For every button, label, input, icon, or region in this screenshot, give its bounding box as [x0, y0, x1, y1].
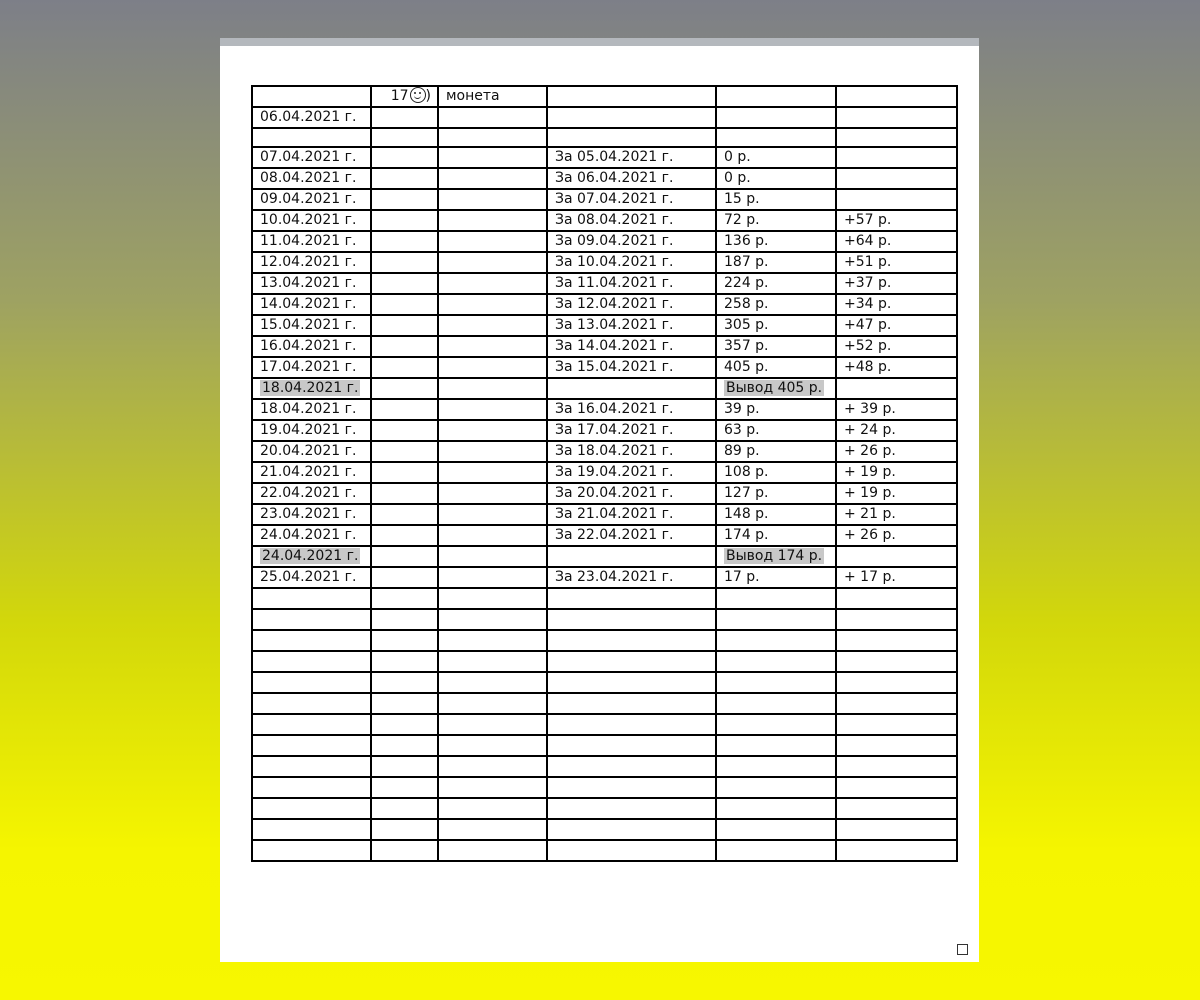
- date-cell[interactable]: 23.04.2021 г.: [252, 504, 371, 525]
- period-cell[interactable]: За 14.04.2021 г.: [547, 336, 716, 357]
- period-cell[interactable]: [547, 693, 716, 714]
- delta-cell[interactable]: + 21 р.: [836, 504, 957, 525]
- cell-empty[interactable]: [371, 819, 438, 840]
- delta-cell[interactable]: + 24 р.: [836, 420, 957, 441]
- table-row: [252, 399, 957, 420]
- table-row: [252, 777, 957, 798]
- amount-cell[interactable]: 136 р.: [716, 231, 836, 252]
- table-row: [252, 147, 957, 168]
- date-cell[interactable]: [252, 840, 371, 861]
- date-cell[interactable]: 06.04.2021 г.: [252, 107, 371, 128]
- date-cell[interactable]: [252, 378, 371, 399]
- cell-empty[interactable]: [438, 210, 547, 231]
- cell-empty[interactable]: [438, 420, 547, 441]
- amount-cell[interactable]: [716, 609, 836, 630]
- header-cell-empty[interactable]: [547, 86, 716, 107]
- amount-cell[interactable]: 0 р.: [716, 168, 836, 189]
- amount-cell[interactable]: 174 р.: [716, 525, 836, 546]
- delta-cell[interactable]: [836, 693, 957, 714]
- header-cell-empty[interactable]: [716, 86, 836, 107]
- amount-cell[interactable]: 39 р.: [716, 399, 836, 420]
- amount-cell[interactable]: 72 р.: [716, 210, 836, 231]
- amount-cell[interactable]: [716, 693, 836, 714]
- delta-cell[interactable]: [836, 189, 957, 210]
- cell-empty[interactable]: [438, 819, 547, 840]
- date-cell[interactable]: 11.04.2021 г.: [252, 231, 371, 252]
- amount-cell[interactable]: 305 р.: [716, 315, 836, 336]
- cell-empty[interactable]: [438, 525, 547, 546]
- amount-cell[interactable]: [716, 128, 836, 147]
- period-cell[interactable]: За 05.04.2021 г.: [547, 147, 716, 168]
- delta-cell[interactable]: + 19 р.: [836, 483, 957, 504]
- delta-cell[interactable]: [836, 798, 957, 819]
- date-cell[interactable]: 18.04.2021 г.: [252, 399, 371, 420]
- cell-empty[interactable]: [371, 777, 438, 798]
- delta-cell[interactable]: [836, 777, 957, 798]
- amount-cell[interactable]: [716, 546, 836, 567]
- period-cell[interactable]: За 13.04.2021 г.: [547, 315, 716, 336]
- delta-cell[interactable]: +64 р.: [836, 231, 957, 252]
- amount-cell[interactable]: [716, 672, 836, 693]
- delta-cell[interactable]: [836, 651, 957, 672]
- cell-empty[interactable]: [371, 462, 438, 483]
- cell-empty[interactable]: [438, 147, 547, 168]
- withdrawal-label: Вывод 405 р.: [726, 380, 823, 396]
- table-row: [252, 609, 957, 630]
- cell-empty[interactable]: [371, 735, 438, 756]
- delta-cell[interactable]: +51 р.: [836, 252, 957, 273]
- table-row: [252, 630, 957, 651]
- period-cell[interactable]: [547, 819, 716, 840]
- period-cell[interactable]: За 07.04.2021 г.: [547, 189, 716, 210]
- delta-cell[interactable]: +48 р.: [836, 357, 957, 378]
- period-cell[interactable]: [547, 378, 716, 399]
- delta-cell[interactable]: [836, 840, 957, 861]
- table-row: [252, 756, 957, 777]
- date-cell[interactable]: 13.04.2021 г.: [252, 273, 371, 294]
- delta-cell[interactable]: + 39 р.: [836, 399, 957, 420]
- amount-cell[interactable]: 15 р.: [716, 189, 836, 210]
- period-cell[interactable]: За 16.04.2021 г.: [547, 399, 716, 420]
- date-cell[interactable]: [252, 609, 371, 630]
- amount-cell[interactable]: 17 р.: [716, 567, 836, 588]
- cell-empty[interactable]: [371, 294, 438, 315]
- cell-empty[interactable]: [371, 483, 438, 504]
- cell-empty[interactable]: [438, 588, 547, 609]
- table-row: [252, 420, 957, 441]
- resize-handle-icon[interactable]: [957, 944, 968, 955]
- cell-empty[interactable]: [371, 273, 438, 294]
- date-cell[interactable]: 07.04.2021 г.: [252, 147, 371, 168]
- cell-empty[interactable]: [438, 462, 547, 483]
- amount-cell[interactable]: [716, 840, 836, 861]
- cell-empty[interactable]: [438, 378, 547, 399]
- table-row: [252, 651, 957, 672]
- cell-empty[interactable]: [371, 315, 438, 336]
- cell-empty[interactable]: [371, 210, 438, 231]
- cell-empty[interactable]: [438, 294, 547, 315]
- delta-cell[interactable]: [836, 714, 957, 735]
- period-cell[interactable]: [547, 546, 716, 567]
- table-row: [252, 546, 957, 567]
- table-row: [252, 128, 957, 147]
- date-cell[interactable]: 15.04.2021 г.: [252, 315, 371, 336]
- header-cell-empty[interactable]: [836, 86, 957, 107]
- delta-cell[interactable]: [836, 107, 957, 128]
- cell-empty[interactable]: [438, 441, 547, 462]
- amount-cell[interactable]: [716, 798, 836, 819]
- cell-empty[interactable]: [438, 609, 547, 630]
- cell-empty[interactable]: [371, 672, 438, 693]
- cell-empty[interactable]: [438, 504, 547, 525]
- delta-cell[interactable]: [836, 630, 957, 651]
- date-cell[interactable]: [252, 672, 371, 693]
- delta-cell[interactable]: [836, 672, 957, 693]
- period-cell[interactable]: [547, 128, 716, 147]
- period-cell[interactable]: [547, 630, 716, 651]
- date-cell[interactable]: [252, 651, 371, 672]
- document-page: [220, 38, 979, 962]
- cell-empty[interactable]: [438, 777, 547, 798]
- table-row: [252, 252, 957, 273]
- date-cell[interactable]: [252, 693, 371, 714]
- period-cell[interactable]: За 06.04.2021 г.: [547, 168, 716, 189]
- amount-cell[interactable]: [716, 819, 836, 840]
- period-cell[interactable]: За 20.04.2021 г.: [547, 483, 716, 504]
- date-cell[interactable]: 16.04.2021 г.: [252, 336, 371, 357]
- amount-cell[interactable]: 89 р.: [716, 441, 836, 462]
- table-row: [252, 504, 957, 525]
- period-cell[interactable]: За 23.04.2021 г.: [547, 567, 716, 588]
- header-count: 17: [390, 88, 409, 104]
- delta-cell[interactable]: +57 р.: [836, 210, 957, 231]
- period-cell[interactable]: [547, 840, 716, 861]
- cell-empty[interactable]: [371, 546, 438, 567]
- cell-empty[interactable]: [371, 128, 438, 147]
- amount-cell[interactable]: 148 р.: [716, 504, 836, 525]
- date-cell[interactable]: [252, 819, 371, 840]
- period-cell[interactable]: За 21.04.2021 г.: [547, 504, 716, 525]
- table-row: [252, 378, 957, 399]
- amount-cell[interactable]: 357 р.: [716, 336, 836, 357]
- period-cell[interactable]: За 18.04.2021 г.: [547, 441, 716, 462]
- amount-cell[interactable]: 63 р.: [716, 420, 836, 441]
- period-cell[interactable]: За 12.04.2021 г.: [547, 294, 716, 315]
- cell-empty[interactable]: [438, 735, 547, 756]
- table-row: [252, 189, 957, 210]
- table-row: [252, 107, 957, 128]
- cell-empty[interactable]: [371, 252, 438, 273]
- delta-cell[interactable]: [836, 378, 957, 399]
- table-row: [252, 357, 957, 378]
- period-cell[interactable]: [547, 735, 716, 756]
- amount-cell[interactable]: 108 р.: [716, 462, 836, 483]
- period-cell[interactable]: За 17.04.2021 г.: [547, 420, 716, 441]
- table-row: [252, 588, 957, 609]
- period-cell[interactable]: [547, 609, 716, 630]
- delta-cell[interactable]: [836, 168, 957, 189]
- cell-empty[interactable]: [371, 107, 438, 128]
- cell-empty[interactable]: [438, 693, 547, 714]
- cell-empty[interactable]: [438, 546, 547, 567]
- cell-empty[interactable]: [371, 231, 438, 252]
- highlighted-date: 24.04.2021 г.: [262, 548, 359, 564]
- cell-empty[interactable]: [371, 630, 438, 651]
- date-cell[interactable]: 12.04.2021 г.: [252, 252, 371, 273]
- table-row: [252, 273, 957, 294]
- cell-empty[interactable]: [438, 756, 547, 777]
- cell-empty[interactable]: [371, 756, 438, 777]
- cell-empty[interactable]: [438, 336, 547, 357]
- date-cell[interactable]: [252, 777, 371, 798]
- delta-cell[interactable]: [836, 147, 957, 168]
- cell-empty[interactable]: [371, 420, 438, 441]
- cell-empty[interactable]: [438, 315, 547, 336]
- delta-cell[interactable]: [836, 128, 957, 147]
- delta-cell[interactable]: +34 р.: [836, 294, 957, 315]
- amount-cell[interactable]: [716, 735, 836, 756]
- period-cell[interactable]: За 22.04.2021 г.: [547, 525, 716, 546]
- cell-empty[interactable]: [438, 672, 547, 693]
- period-cell[interactable]: [547, 651, 716, 672]
- period-cell[interactable]: [547, 672, 716, 693]
- period-cell[interactable]: [547, 798, 716, 819]
- table-row: [252, 462, 957, 483]
- table-row: [252, 336, 957, 357]
- table-row: [252, 168, 957, 189]
- table-row: [252, 798, 957, 819]
- amount-cell[interactable]: [716, 714, 836, 735]
- smiley-icon: [410, 87, 426, 103]
- cell-empty[interactable]: [371, 336, 438, 357]
- date-cell[interactable]: [252, 546, 371, 567]
- cell-empty[interactable]: [371, 147, 438, 168]
- cell-empty[interactable]: [371, 525, 438, 546]
- cell-empty[interactable]: [371, 168, 438, 189]
- table-row: [252, 315, 957, 336]
- table-row: [252, 210, 957, 231]
- cell-empty[interactable]: [438, 798, 547, 819]
- date-cell[interactable]: 09.04.2021 г.: [252, 189, 371, 210]
- cell-empty[interactable]: [438, 231, 547, 252]
- amount-cell[interactable]: 405 р.: [716, 357, 836, 378]
- date-cell[interactable]: 10.04.2021 г.: [252, 210, 371, 231]
- date-cell[interactable]: 24.04.2021 г.: [252, 525, 371, 546]
- date-cell[interactable]: 08.04.2021 г.: [252, 168, 371, 189]
- cell-empty[interactable]: [371, 798, 438, 819]
- period-cell[interactable]: [547, 756, 716, 777]
- header-count-cell[interactable]: [371, 86, 438, 107]
- ledger-table[interactable]: [251, 85, 958, 862]
- cell-empty[interactable]: [371, 651, 438, 672]
- amount-cell[interactable]: [716, 756, 836, 777]
- table-row: [252, 483, 957, 504]
- delta-cell[interactable]: [836, 546, 957, 567]
- table-header-row: [252, 86, 957, 107]
- amount-cell[interactable]: [716, 378, 836, 399]
- cell-empty[interactable]: [371, 693, 438, 714]
- period-cell[interactable]: За 11.04.2021 г.: [547, 273, 716, 294]
- cell-empty[interactable]: [371, 588, 438, 609]
- delta-cell[interactable]: + 19 р.: [836, 462, 957, 483]
- date-cell[interactable]: [252, 756, 371, 777]
- period-cell[interactable]: [547, 777, 716, 798]
- date-cell[interactable]: 22.04.2021 г.: [252, 483, 371, 504]
- amount-cell[interactable]: [716, 777, 836, 798]
- table-row: [252, 714, 957, 735]
- highlighted-date: 18.04.2021 г.: [262, 380, 359, 396]
- cell-empty[interactable]: [438, 630, 547, 651]
- date-cell[interactable]: [252, 128, 371, 147]
- table-row: [252, 672, 957, 693]
- cell-empty[interactable]: [371, 378, 438, 399]
- cell-empty[interactable]: [438, 399, 547, 420]
- delta-cell[interactable]: +52 р.: [836, 336, 957, 357]
- header-label-cell[interactable]: монета: [438, 86, 547, 107]
- header-paren: ): [425, 88, 431, 104]
- cell-empty[interactable]: [438, 483, 547, 504]
- cell-empty[interactable]: [438, 357, 547, 378]
- date-cell[interactable]: [252, 735, 371, 756]
- delta-cell[interactable]: [836, 588, 957, 609]
- delta-cell[interactable]: + 26 р.: [836, 441, 957, 462]
- amount-cell[interactable]: 187 р.: [716, 252, 836, 273]
- date-cell[interactable]: 25.04.2021 г.: [252, 567, 371, 588]
- amount-cell[interactable]: [716, 630, 836, 651]
- cell-empty[interactable]: [371, 714, 438, 735]
- table-row: [252, 567, 957, 588]
- date-cell[interactable]: 17.04.2021 г.: [252, 357, 371, 378]
- date-cell[interactable]: 14.04.2021 г.: [252, 294, 371, 315]
- cell-empty[interactable]: [438, 840, 547, 861]
- table-row: [252, 735, 957, 756]
- cell-empty[interactable]: [438, 567, 547, 588]
- period-cell[interactable]: За 15.04.2021 г.: [547, 357, 716, 378]
- table-row: [252, 441, 957, 462]
- period-cell[interactable]: За 19.04.2021 г.: [547, 462, 716, 483]
- header-cell-empty[interactable]: [252, 86, 371, 107]
- cell-empty[interactable]: [438, 651, 547, 672]
- table-row: [252, 231, 957, 252]
- cell-empty[interactable]: [438, 107, 547, 128]
- cell-empty[interactable]: [371, 189, 438, 210]
- delta-cell[interactable]: +47 р.: [836, 315, 957, 336]
- amount-cell[interactable]: 0 р.: [716, 147, 836, 168]
- delta-cell[interactable]: + 17 р.: [836, 567, 957, 588]
- amount-cell[interactable]: 224 р.: [716, 273, 836, 294]
- amount-cell[interactable]: [716, 107, 836, 128]
- period-cell[interactable]: За 09.04.2021 г.: [547, 231, 716, 252]
- cell-empty[interactable]: [371, 504, 438, 525]
- table-row: [252, 840, 957, 861]
- date-cell[interactable]: [252, 588, 371, 609]
- cell-empty[interactable]: [438, 252, 547, 273]
- period-cell[interactable]: [547, 107, 716, 128]
- cell-empty[interactable]: [438, 168, 547, 189]
- date-cell[interactable]: 19.04.2021 г.: [252, 420, 371, 441]
- cell-empty[interactable]: [438, 128, 547, 147]
- cell-empty[interactable]: [371, 840, 438, 861]
- amount-cell[interactable]: 127 р.: [716, 483, 836, 504]
- delta-cell[interactable]: +37 р.: [836, 273, 957, 294]
- cell-empty[interactable]: [371, 441, 438, 462]
- period-cell[interactable]: [547, 588, 716, 609]
- delta-cell[interactable]: [836, 756, 957, 777]
- date-cell[interactable]: [252, 630, 371, 651]
- cell-empty[interactable]: [438, 189, 547, 210]
- table-row: [252, 525, 957, 546]
- cell-empty[interactable]: [371, 567, 438, 588]
- delta-cell[interactable]: + 26 р.: [836, 525, 957, 546]
- cell-empty[interactable]: [438, 273, 547, 294]
- date-cell[interactable]: 21.04.2021 г.: [252, 462, 371, 483]
- period-cell[interactable]: [547, 714, 716, 735]
- period-cell[interactable]: За 10.04.2021 г.: [547, 252, 716, 273]
- delta-cell[interactable]: [836, 735, 957, 756]
- table-row: [252, 819, 957, 840]
- period-cell[interactable]: За 08.04.2021 г.: [547, 210, 716, 231]
- amount-cell[interactable]: [716, 651, 836, 672]
- delta-cell[interactable]: [836, 819, 957, 840]
- date-cell[interactable]: [252, 798, 371, 819]
- table-row: [252, 294, 957, 315]
- table-row: [252, 693, 957, 714]
- date-cell[interactable]: [252, 714, 371, 735]
- cell-empty[interactable]: [438, 714, 547, 735]
- amount-cell[interactable]: 258 р.: [716, 294, 836, 315]
- cell-empty[interactable]: [371, 399, 438, 420]
- delta-cell[interactable]: [836, 609, 957, 630]
- date-cell[interactable]: 20.04.2021 г.: [252, 441, 371, 462]
- amount-cell[interactable]: [716, 588, 836, 609]
- ledger-table-body: [252, 86, 957, 861]
- cell-empty[interactable]: [371, 357, 438, 378]
- withdrawal-label: Вывод 174 р.: [726, 548, 823, 564]
- cell-empty[interactable]: [371, 609, 438, 630]
